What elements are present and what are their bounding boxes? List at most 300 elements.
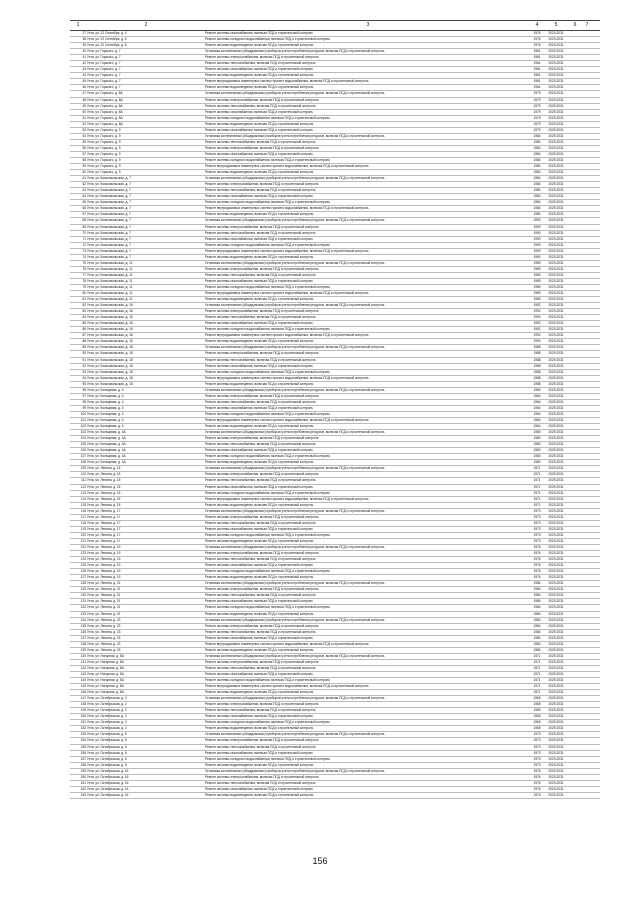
row-address: Ухта, ул. Ленина, д. 15 — [87, 484, 121, 489]
row-work-type: Ремонт внутридомовых инженерных систем горячего водоснабжения, включая ПСД и строительный контроль — [205, 333, 369, 338]
row-period: 2029-2031 — [548, 236, 564, 241]
row-work-type: Ремонт системы теплоснабжения, включая ПСД и строительный контроль — [205, 744, 316, 749]
header-col-4: 4 — [535, 22, 539, 28]
row-period: 2029-2031 — [548, 157, 564, 162]
row-address: Ухта, ул. Нагорная, д. 8А — [87, 665, 124, 670]
row-year: 1976 — [533, 792, 541, 797]
header-col-3: 3 — [366, 22, 370, 28]
row-year: 1976 — [533, 544, 541, 549]
row-year: 1965 — [533, 702, 541, 707]
row-year: 1979 — [533, 127, 541, 132]
row-work-type: Установка коллективных (общедомовых) приборов учета потребления ресурсов, включая ПСД и строительный контроль — [205, 303, 385, 308]
row-period: 2029-2031 — [548, 454, 564, 459]
row-period: 2029-2031 — [548, 218, 564, 223]
row-number: 150 — [80, 714, 86, 719]
row-work-type: Ремонт системы газоснабжения, включая ПСД и строительный контроль — [205, 714, 313, 719]
row-work-type: Ремонт системы водоотведения, включая ПСД и строительный контроль — [205, 297, 314, 302]
header-col-2: 2 — [144, 22, 148, 28]
header-col-5: 5 — [554, 22, 558, 28]
row-period: 2029-2031 — [548, 339, 564, 344]
row-work-type: Ремонт внутридомовых инженерных систем горячего водоснабжения, включая ПСД и строительный контроль — [205, 248, 369, 253]
row-address: Ухта, ул. Комсомольская, д. 7 — [87, 188, 131, 193]
row-work-type: Ремонт системы холодного водоснабжения, включая ПСД и строительный контроль — [205, 115, 330, 120]
row-year: 1979 — [533, 115, 541, 120]
header-col-1: 1 — [76, 22, 80, 28]
row-number: 85 — [82, 321, 86, 326]
row-address: Ухта, ул. Ленина, д. 21 — [87, 599, 121, 604]
row-work-type: Установка коллективных (общедомовых) приборов учета потребления ресурсов, включая ПСД и строительный контроль — [205, 430, 385, 435]
row-number: 127 — [80, 575, 86, 580]
row-year: 1992 — [533, 309, 541, 314]
row-work-type: Ремонт системы холодного водоснабжения, включая ПСД и строительный контроль — [205, 242, 330, 247]
row-address: Ухта, ул. Октябрьская, д. 6 — [87, 744, 127, 749]
row-work-type: Ремонт системы электроснабжения, включая ПСД и строительный контроль — [205, 436, 319, 441]
row-year: 1973 — [533, 508, 541, 513]
row-period: 2029-2031 — [548, 278, 564, 283]
row-work-type: Ремонт системы водоотведения, включая ПСД и строительный контроль — [205, 647, 314, 652]
row-work-type: Ремонт системы водоотведения, включая ПСД и строительный контроль — [205, 538, 314, 543]
row-work-type: Ремонт системы газоснабжения, включая ПСД и строительный контроль — [205, 599, 313, 604]
row-number: 154 — [80, 738, 86, 743]
row-period: 2029-2031 — [548, 133, 564, 138]
row-work-type: Ремонт системы теплоснабжения, включая ПСД и строительный контроль — [205, 780, 316, 785]
row-number: 92 — [82, 363, 86, 368]
row-period: 2029-2031 — [548, 399, 564, 404]
row-period: 2029-2031 — [548, 200, 564, 205]
row-year: 1979 — [533, 103, 541, 108]
row-address: Ухта, ул. Ленина, д. 23 — [87, 617, 121, 622]
row-year: 1961 — [533, 55, 541, 60]
row-period: 2029-2031 — [548, 109, 564, 114]
row-period: 2029-2031 — [548, 206, 564, 211]
row-number: 95 — [82, 381, 86, 386]
row-year: 1990 — [533, 254, 541, 259]
row-address: Ухта, ул. Комсомольская, д. 7 — [87, 224, 131, 229]
row-period: 2029-2031 — [548, 73, 564, 78]
row-work-type: Установка коллективных (общедомовых) приборов учета потребления ресурсов, включая ПСД и строительный контроль — [205, 91, 385, 96]
row-work-type: Ремонт системы холодного водоснабжения, включая ПСД и строительный контроль — [205, 37, 330, 42]
row-number: 151 — [80, 720, 86, 725]
row-year: 1976 — [533, 786, 541, 791]
row-work-type: Ремонт системы водоотведения, включая ПСД и строительный контроль — [205, 502, 314, 507]
row-number: 118 — [80, 520, 86, 525]
row-period: 2029-2031 — [548, 641, 564, 646]
row-address: Ухта, ул. Горького, д. 7 — [87, 67, 121, 72]
row-number: 80 — [82, 291, 86, 296]
row-number: 78 — [82, 278, 86, 283]
row-year: 1976 — [533, 569, 541, 574]
row-address: Ухта, ул. Комсомольская, д. 7 — [87, 176, 131, 181]
row-number: 76 — [82, 266, 86, 271]
row-period: 2029-2031 — [548, 145, 564, 150]
row-year: 1984 — [533, 617, 541, 622]
row-address: Ухта, ул. 22 Сентября, д. 6 — [87, 37, 127, 42]
row-work-type: Установка коллективных (общедомовых) приборов учета потребления ресурсов, включая ПСД и строительный контроль — [205, 133, 385, 138]
row-address: Ухта, ул. Ленина, д. 21 — [87, 605, 121, 610]
row-number: 102 — [80, 424, 86, 429]
row-number: 89 — [82, 345, 86, 350]
row-address: Ухта, ул. Ленина, д. 17 — [87, 520, 121, 525]
row-address: Ухта, ул. Кольцевая, д. 4А — [87, 436, 126, 441]
row-year: 1980 — [533, 430, 541, 435]
row-period: 2029-2031 — [548, 659, 564, 664]
row-work-type: Ремонт системы электроснабжения, включая ПСД и строительный контроль — [205, 393, 319, 398]
row-work-type: Установка коллективных (общедомовых) приборов учета потребления ресурсов, включая ПСД и строительный контроль — [205, 732, 385, 737]
row-number: 114 — [80, 496, 86, 501]
row-work-type: Ремонт системы электроснабжения, включая ПСД и строительный контроль — [205, 97, 319, 102]
table-body — [70, 31, 600, 799]
row-number: 66 — [82, 206, 86, 211]
row-address: Ухта, ул. Горького, д. 9 — [87, 151, 121, 156]
row-address: Ухта, ул. Октябрьская, д. 2 — [87, 714, 127, 719]
row-address: Ухта, ул. Октябрьская, д. 16 — [87, 786, 129, 791]
row-period: 2029-2031 — [548, 115, 564, 120]
row-address: Ухта, ул. Нагорная, д. 8А — [87, 678, 124, 683]
row-address: Ухта, ул. Комсомольская, д. 7 — [87, 218, 131, 223]
row-address: Ухта, ул. Ленина, д. 17 — [87, 526, 121, 531]
row-work-type: Ремонт внутридомовых инженерных систем горячего водоснабжения, включая ПСД и строительный контроль — [205, 418, 369, 422]
row-period: 2029-2031 — [548, 629, 564, 634]
row-work-type: Ремонт системы электроснабжения, включая ПСД и строительный контроль — [205, 55, 319, 60]
row-work-type: Ремонт системы газоснабжения, включая ПСД и строительный контроль — [205, 67, 313, 72]
row-period: 2029-2031 — [548, 424, 564, 429]
row-period: 2029-2031 — [548, 55, 564, 60]
row-work-type: Ремонт системы водоотведения, включая ПСД и строительный контроль — [205, 73, 314, 78]
row-year: 1971 — [533, 671, 541, 676]
row-number: 108 — [80, 460, 86, 465]
row-number: 111 — [81, 478, 86, 483]
row-address: Ухта, ул. Ленина, д. 19 — [87, 551, 121, 556]
row-address: Ухта, ул. Комсомольская, д. 18 — [87, 381, 133, 386]
row-number: 54 — [82, 133, 86, 138]
row-year: 1992 — [533, 321, 541, 326]
row-address: Ухта, ул. Горького, д. 8А — [87, 109, 123, 114]
row-year: 1976 — [533, 768, 541, 773]
row-number: 74 — [82, 254, 86, 259]
row-period: 2029-2031 — [548, 690, 564, 695]
row-period: 2029-2031 — [548, 635, 564, 640]
row-work-type: Ремонт системы газоснабжения, включая ПСД и строительный контроль — [205, 236, 313, 241]
row-number: 96 — [82, 387, 86, 392]
row-address: Ухта, ул. Ленина, д. 23 — [87, 629, 121, 634]
row-period: 2029-2031 — [548, 61, 564, 66]
row-year: 1961 — [533, 85, 541, 90]
row-year: 1971 — [533, 472, 541, 477]
row-period: 2029-2031 — [548, 684, 564, 689]
row-work-type: Ремонт системы газоснабжения, включая ПСД и строительный контроль — [205, 278, 313, 283]
row-year: 1971 — [533, 665, 541, 670]
row-period: 2029-2031 — [548, 188, 564, 193]
row-year: 1984 — [533, 133, 541, 138]
row-address: Ухта, ул. 22 Сентября, д. 6 — [87, 43, 127, 48]
row-year: 1989 — [533, 272, 541, 277]
row-year: 1971 — [533, 484, 541, 489]
row-address: Ухта, ул. Комсомольская, д. 7 — [87, 200, 131, 205]
row-year: 1984 — [533, 188, 541, 193]
row-year: 1971 — [533, 502, 541, 507]
row-address: Ухта, ул. Горького, д. 9 — [87, 157, 121, 162]
row-period: 2029-2031 — [548, 121, 564, 126]
row-period: 2029-2031 — [548, 103, 564, 108]
row-number: 137 — [80, 635, 86, 640]
row-work-type: Ремонт системы водоотведения, включая ПСД и строительный контроль — [205, 762, 314, 767]
row-address: Ухта, ул. Кольцевая, д. 4А — [87, 454, 126, 459]
row-work-type: Ремонт системы газоснабжения, включая ПСД и строительный контроль — [205, 194, 313, 199]
row-year: 1992 — [533, 327, 541, 332]
row-period: 2029-2031 — [548, 127, 564, 132]
row-address: Ухта, ул. Горького, д. 8А — [87, 121, 123, 126]
row-year: 1976 — [533, 575, 541, 580]
row-year: 1964 — [533, 405, 541, 410]
row-work-type: Установка коллективных (общедомовых) приборов учета потребления ресурсов, включая ПСД и строительный контроль — [205, 508, 385, 513]
row-work-type: Ремонт системы водоотведения, включая ПСД и строительный контроль — [205, 726, 314, 731]
row-work-type: Ремонт системы газоснабжения, включая ПСД и строительный контроль — [205, 109, 313, 114]
row-number: 160 — [80, 774, 86, 779]
row-year: 1988 — [533, 375, 541, 380]
row-address: Ухта, ул. Кольцевая, д. 4А — [87, 448, 126, 453]
row-year: 1979 — [533, 97, 541, 102]
row-year: 1984 — [533, 647, 541, 652]
row-year: 1965 — [533, 714, 541, 719]
row-year: 1984 — [533, 623, 541, 628]
row-period: 2029-2031 — [548, 696, 564, 701]
row-period: 2029-2031 — [548, 520, 564, 525]
row-number: 121 — [80, 538, 86, 543]
row-work-type: Установка коллективных (общедомовых) приборов учета потребления ресурсов, включая ПСД и строительный контроль — [205, 49, 385, 54]
row-year: 1973 — [533, 762, 541, 767]
row-work-type: Ремонт системы электроснабжения, включая ПСД и строительный контроль — [205, 738, 319, 743]
row-year: 1984 — [533, 145, 541, 150]
row-period: 2029-2031 — [548, 248, 564, 253]
row-year: 1984 — [533, 581, 541, 586]
row-address: Ухта, ул. Ленина, д. 15 — [87, 466, 121, 471]
row-address: Ухта, ул. Кольцевая, д. 4 — [87, 387, 124, 392]
row-number: 100 — [80, 411, 86, 416]
row-work-type: Ремонт системы электроснабжения, включая ПСД и строительный контроль — [205, 266, 319, 271]
row-work-type: Установка коллективных (общедомовых) приборов учета потребления ресурсов, включая ПСД и строительный контроль — [205, 653, 385, 658]
row-year: 1971 — [533, 659, 541, 664]
row-period: 2029-2031 — [548, 780, 564, 785]
row-number: 83 — [82, 309, 86, 314]
row-address: Ухта, ул. Нагорная, д. 8А — [87, 690, 124, 695]
row-address: Ухта, ул. Октябрьская, д. 6 — [87, 756, 127, 761]
row-work-type: Ремонт системы теплоснабжения, включая ПСД и строительный контроль — [205, 708, 316, 713]
row-year: 1980 — [533, 454, 541, 459]
row-work-type: Ремонт системы электроснабжения, включая ПСД и строительный контроль — [205, 774, 319, 779]
row-number: 99 — [82, 405, 86, 410]
row-work-type: Ремонт системы холодного водоснабжения, включая ПСД и строительный контроль — [205, 200, 330, 205]
row-number: 110 — [80, 472, 86, 477]
row-address: Ухта, ул. Горького, д. 9 — [87, 139, 121, 144]
row-number: 94 — [82, 375, 86, 380]
row-address: Ухта, ул. Нагорная, д. 8А — [87, 684, 124, 689]
row-work-type: Ремонт внутридомовых инженерных систем горячего водоснабжения, включая ПСД и строительный контроль — [205, 496, 369, 501]
row-work-type: Ремонт системы холодного водоснабжения, включая ПСД и строительный контроль — [205, 678, 330, 683]
row-period: 2029-2031 — [548, 164, 564, 169]
row-address: Ухта, ул. Комсомольская, д. 11 — [87, 266, 133, 271]
row-period: 2029-2031 — [548, 363, 564, 368]
row-address: Ухта, ул. Комсомольская, д. 7 — [87, 254, 131, 259]
row-period: 2029-2031 — [548, 526, 564, 531]
row-number: 70 — [82, 230, 86, 235]
row-period: 2029-2031 — [548, 67, 564, 72]
row-year: 1961 — [533, 49, 541, 54]
row-number: 43 — [82, 67, 86, 72]
row-work-type: Установка коллективных (общедомовых) приборов учета потребления ресурсов, включая ПСД и строительный контроль — [205, 260, 385, 265]
row-address: Ухта, ул. Горького, д. 8А — [87, 103, 123, 108]
row-work-type: Ремонт системы водоотведения, включая ПСД и строительный контроль — [205, 690, 314, 695]
row-year: 1984 — [533, 194, 541, 199]
row-year: 1971 — [533, 490, 541, 495]
row-address: Ухта, ул. Ленина, д. 19 — [87, 544, 121, 549]
row-address: Ухта, ул. Кольцевая, д. 4 — [87, 399, 124, 404]
row-address: Ухта, ул. Комсомольская, д. 16 — [87, 327, 133, 332]
row-number: 144 — [80, 678, 86, 683]
row-year: 1984 — [533, 605, 541, 610]
row-period: 2029-2031 — [548, 599, 564, 604]
row-period: 2029-2031 — [548, 381, 564, 386]
row-year: 1989 — [533, 284, 541, 289]
row-period: 2029-2031 — [548, 720, 564, 725]
row-work-type: Ремонт системы газоснабжения, включая ПСД и строительный контроль — [205, 563, 313, 568]
row-work-type: Установка коллективных (общедомовых) приборов учета потребления ресурсов, включая ПСД и строительный контроль — [205, 176, 385, 181]
row-work-type: Ремонт системы электроснабжения, включая ПСД и строительный контроль — [205, 182, 319, 187]
row-address: Ухта, ул. Нагорная, д. 8А — [87, 653, 124, 658]
row-period: 2029-2031 — [548, 538, 564, 543]
row-year: 1965 — [533, 720, 541, 725]
row-work-type: Ремонт системы холодного водоснабжения, включая ПСД и строительный контроль — [205, 327, 330, 332]
row-year: 1973 — [533, 520, 541, 525]
row-year: 1971 — [533, 684, 541, 689]
row-year: 1971 — [533, 678, 541, 683]
row-address: Ухта, ул. Ленина, д. 23 — [87, 647, 121, 652]
row-address: Ухта, ул. Октябрьская, д. 2 — [87, 708, 127, 713]
row-period: 2029-2031 — [548, 605, 564, 610]
row-number: 57 — [82, 151, 86, 156]
row-number: 145 — [80, 684, 86, 689]
row-address: Ухта, ул. Комсомольская, д. 7 — [87, 212, 131, 217]
row-number: 72 — [82, 242, 86, 247]
row-work-type: Ремонт системы водоотведения, включая ПСД и строительный контроль — [205, 212, 314, 217]
row-period: 2029-2031 — [548, 369, 564, 374]
row-period: 2029-2031 — [548, 617, 564, 622]
row-work-type: Ремонт системы теплоснабжения, включая ПСД и строительный контроль — [205, 478, 316, 483]
row-address: Ухта, ул. Кольцевая, д. 4 — [87, 424, 124, 429]
row-period: 2029-2031 — [548, 678, 564, 683]
row-period: 2029-2031 — [548, 151, 564, 156]
row-address: Ухта, ул. Комсомольская, д. 16 — [87, 321, 133, 326]
row-year: 1984 — [533, 182, 541, 187]
row-year: 1973 — [533, 738, 541, 743]
row-year: 1971 — [533, 466, 541, 471]
row-address: Ухта, ул. Комсомольская, д. 7 — [87, 182, 131, 187]
row-work-type: Ремонт системы теплоснабжения, включая ПСД и строительный контроль — [205, 557, 316, 562]
row-number: 98 — [82, 399, 86, 404]
row-work-type: Установка коллективных (общедомовых) приборов учета потребления ресурсов, включая ПСД и строительный контроль — [205, 345, 385, 350]
row-year: 1992 — [533, 303, 541, 308]
row-number: 51 — [82, 115, 86, 120]
row-address: Ухта, ул. Октябрьская, д. 6 — [87, 762, 127, 767]
row-period: 2029-2031 — [548, 43, 564, 48]
row-year: 1964 — [533, 393, 541, 398]
row-number: 68 — [82, 218, 86, 223]
row-year: 1992 — [533, 333, 541, 338]
row-number: 58 — [82, 157, 86, 162]
row-year: 1971 — [533, 478, 541, 483]
row-period: 2029-2031 — [548, 303, 564, 308]
row-year: 1980 — [533, 436, 541, 441]
row-number: 60 — [82, 170, 86, 175]
row-period: 2029-2031 — [548, 315, 564, 320]
row-period: 2029-2031 — [548, 575, 564, 580]
row-number: 162 — [80, 786, 86, 791]
row-year: 1976 — [533, 37, 541, 42]
row-period: 2029-2031 — [548, 708, 564, 713]
row-number: 106 — [80, 448, 86, 453]
row-period: 2029-2031 — [548, 563, 564, 568]
row-number: 90 — [82, 351, 86, 356]
row-year: 1973 — [533, 514, 541, 519]
row-year: 1984 — [533, 593, 541, 598]
row-address: Ухта, ул. Горького, д. 7 — [87, 85, 121, 90]
row-work-type: Ремонт системы электроснабжения, включая ПСД и строительный контроль — [205, 309, 319, 314]
row-year: 1984 — [533, 587, 541, 592]
row-period: 2029-2031 — [548, 254, 564, 259]
row-address: Ухта, ул. Ленина, д. 23 — [87, 635, 121, 640]
row-address: Ухта, ул. Горького, д. 7 — [87, 49, 121, 54]
row-work-type: Ремонт системы теплоснабжения, включая ПСД и строительный контроль — [205, 520, 316, 525]
row-address: Ухта, ул. Октябрьская, д. 6 — [87, 732, 127, 737]
row-work-type: Ремонт системы водоотведения, включая ПСД и строительный контроль — [205, 424, 314, 429]
header-col-6: 6 — [573, 22, 577, 28]
row-address: Ухта, ул. Комсомольская, д. 11 — [87, 284, 133, 289]
row-address: Ухта, ул. Комсомольская, д. 7 — [87, 194, 131, 199]
row-number: 130 — [80, 593, 86, 598]
row-number: 45 — [82, 79, 86, 84]
row-number: 149 — [80, 708, 86, 713]
row-number: 49 — [82, 103, 86, 108]
row-address: Ухта, ул. Кольцевая, д. 4 — [87, 393, 124, 398]
row-year: 1973 — [533, 732, 541, 737]
row-work-type: Ремонт системы электроснабжения, включая ПСД и строительный контроль — [205, 551, 319, 556]
row-number: 157 — [80, 756, 86, 761]
row-number: 125 — [80, 563, 86, 568]
row-year: 1976 — [533, 780, 541, 785]
row-work-type: Установка коллективных (общедомовых) приборов учета потребления ресурсов, включая ПСД и строительный контроль — [205, 581, 385, 586]
row-period: 2029-2031 — [548, 611, 564, 616]
row-period: 2029-2031 — [548, 284, 564, 289]
row-address: Ухта, ул. Горького, д. 8А — [87, 115, 123, 120]
row-number: 122 — [80, 544, 86, 549]
row-work-type: Ремонт системы теплоснабжения, включая ПСД и строительный контроль — [205, 272, 316, 277]
row-number: 161 — [80, 780, 86, 785]
row-work-type: Ремонт системы электроснабжения, включая ПСД и строительный контроль — [205, 145, 319, 150]
row-address: Ухта, ул. Октябрьская, д. 2 — [87, 720, 127, 725]
row-period: 2029-2031 — [548, 266, 564, 271]
row-number: 126 — [80, 569, 86, 574]
row-work-type: Установка коллективных (общедомовых) приборов учета потребления ресурсов, включая ПСД и строительный контроль — [205, 696, 385, 701]
row-period: 2029-2031 — [548, 557, 564, 562]
row-period: 2029-2031 — [548, 587, 564, 592]
row-address: Ухта, ул. Ленина, д. 15 — [87, 472, 121, 477]
row-work-type: Установка коллективных (общедомовых) приборов учета потребления ресурсов, включая ПСД и строительный контроль — [205, 387, 385, 392]
row-address: Ухта, ул. Горького, д. 9 — [87, 170, 121, 175]
row-address: Ухта, ул. Ленина, д. 23 — [87, 623, 121, 628]
row-number: 69 — [82, 224, 86, 229]
row-work-type: Ремонт системы электроснабжения, включая ПСД и строительный контроль — [205, 587, 319, 592]
row-period: 2029-2031 — [548, 272, 564, 277]
row-number: 79 — [82, 284, 86, 289]
